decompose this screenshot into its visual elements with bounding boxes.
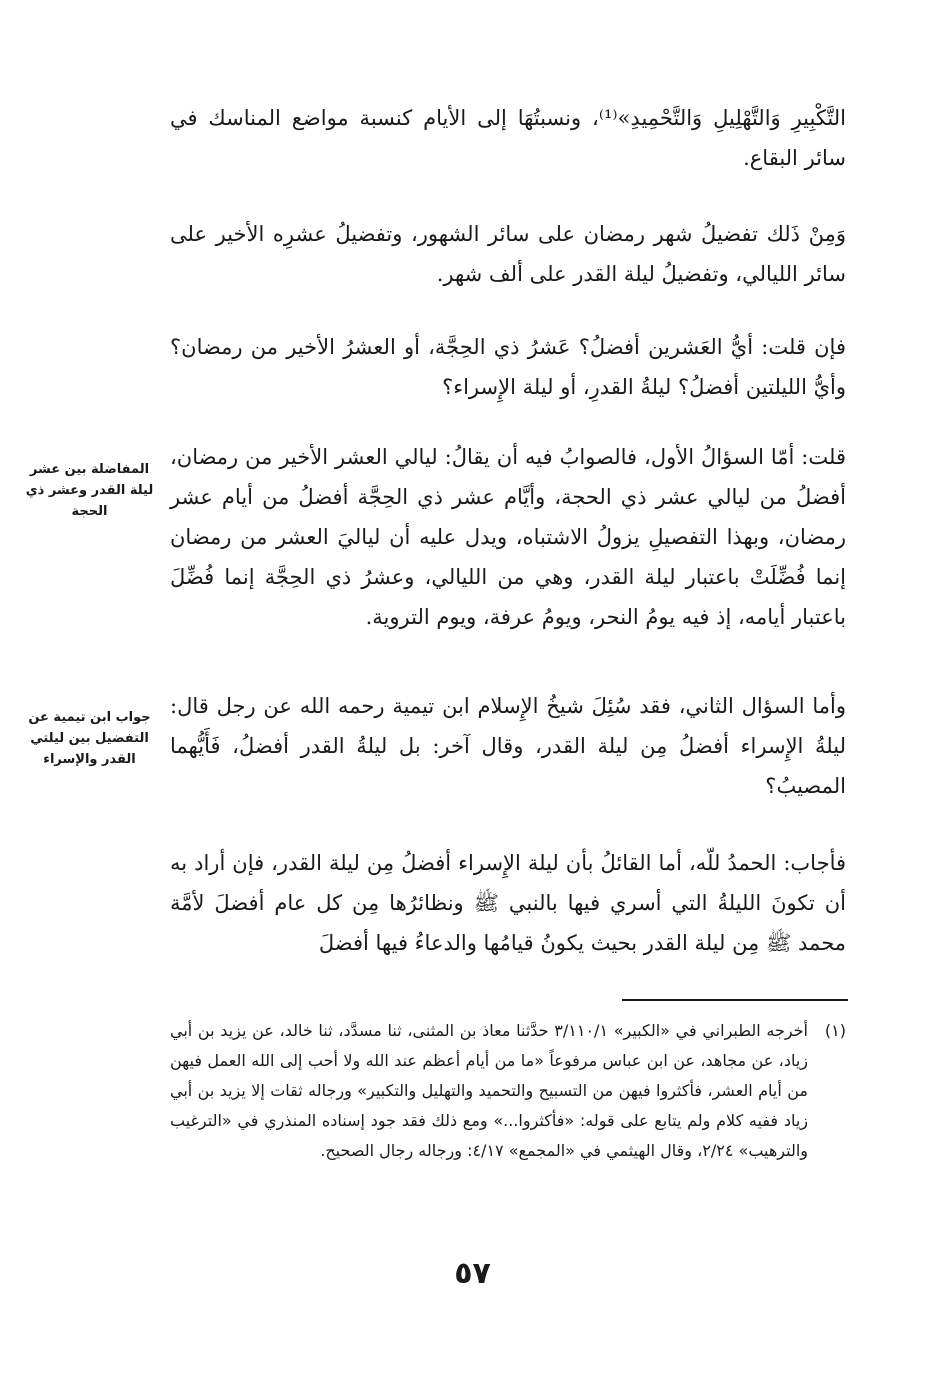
paragraph-text: وأما السؤال الثاني، فقد سُئِلَ شيخُ الإِسلام ابن تيمية رحمه الله عن رجل قال: ليلةُ الإِسراء أفضلُ مِن ليلة القدر، وقال آخر: بل ليلةُ القدر أفضلُ، فَأَيُّهما المصيبُ؟: [170, 694, 846, 798]
body-paragraph: [170, 98, 846, 178]
paragraph-text: فأجاب: الحمدُ للّه، أما القائلُ بأن ليلة الإِسراء أفضلُ مِن ليلة القدر، فإن أراد به أن تكونَ الليلةُ التي أسري فيها بالنبي ﷺ ونظائرُها مِن كل عام أفضلَ لأمَّة محمد ﷺ مِن ليلة القدر بحيث يكونُ قيامُها والدعاءُ فيها أفضلَ: [170, 851, 846, 955]
page-number: ٥٧: [454, 1256, 491, 1291]
paragraph-text: وَمِنْ ذَلك تفضيلُ شهر رمضان على سائر الشهور، وتفضيلُ عشرِه الأخير على سائر الليالي، وتفضيلُ ليلة القدر على ألف شهر.: [170, 222, 846, 286]
footnote-text: أخرجه الطبراني في «الكبير» ٣/١١٠/١ حدَّثنا معاذ بن المثنى، ثنا مسدَّد، ثنا خالد، عن يزيد بن أبي زياد، عن مجاهد، عن ابن عباس مرفوعاً «ما من أيام أعظم عند الله ولا أحب إلى الله العمل فيهن من أيام العشر، فأكثروا فيهن من التسبيح والتحميد والتهليل والتكبير» ورجاله ثقات إلا يزيد بن أبي زياد ففيه كلام ولم يتابع على قوله: «فأكثروا...» ومع ذلك فقد جود إسناده المنذري في «الترغيب والترهيب» ٢/٢٤، وقال الهيثمي في «المجمع» ٤/١٧: ورجاله رجال الصحيح.: [170, 1021, 809, 1160]
paragraph-text: التَّكْبِيرِ وَالتَّهْلِيلِ وَالتَّحْمِيدِ»⁽¹⁾، ونسبتُهَا إلى الأيام كنسبة مواضع المناسك في سائر البقاع.: [170, 106, 846, 170]
body-paragraph: [170, 686, 846, 806]
body-paragraph: [170, 214, 846, 294]
body-paragraph: [170, 327, 846, 407]
footnote-number: (١): [824, 1021, 846, 1040]
body-paragraph: [170, 437, 846, 637]
margin-note: المفاضلة بين عشر ليلة القدر وعشر ذي الحجة: [25, 462, 154, 519]
margin-note: جواب ابن تيمية عن التفضيل بين ليلتي القدر والإسراء: [28, 710, 151, 767]
footnote-divider: [622, 999, 848, 1001]
body-paragraph: [170, 843, 846, 963]
paragraph-text: قلت: أمّا السؤالُ الأول، فالصوابُ فيه أن يقالُ: ليالي العشر الأخير من رمضان، أفضلُ من ليالي عشر ذي الحجة، وأيَّام عشر ذي الحِجَّة أفضلُ من أيام عشر رمضان، وبهذا التفصيلِ يزولُ الاشتباه، ويدل عليه أن لياليَ العشر من رمضان إنما فُضِّلَتْ باعتبار ليلة القدر، وهي من الليالي، وعشرُ ذي الحِجَّة إنما فُضِّلَ باعتبار أيامه، إذ فيه يومُ النحر، ويومُ عرفة، ويوم التروية.: [170, 445, 846, 629]
paragraph-text: فإن قلت: أيُّ العَشرين أفضلُ؟ عَشرُ ذي الحِجَّة، أو العشرُ الأخير من رمضان؟ وأيُّ الليلتين أفضلُ؟ ليلةُ القدرِ، أو ليلة الإِسراء؟: [170, 335, 846, 399]
